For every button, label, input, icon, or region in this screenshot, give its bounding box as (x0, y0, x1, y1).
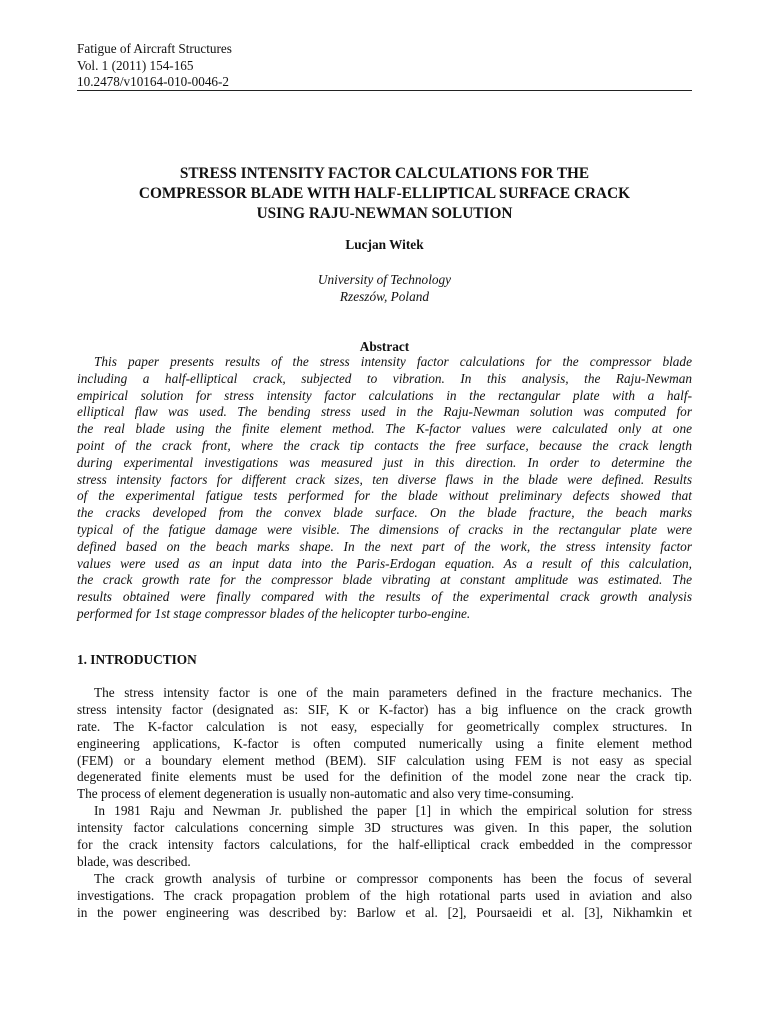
affiliation-location: Rzeszów, Poland (339, 289, 430, 304)
abstract-text (77, 354, 692, 623)
paper-title (77, 164, 692, 224)
abstract-line: during experimental investigations was measured just in this direction. In order to determine the (77, 454, 692, 470)
body-line: The process of element degeneration is usually non-automatic and also very time-consuming. (77, 786, 575, 802)
abstract-line: the crack growth rate for the compressor blade vibrating at constant amplitude was estimated. The (77, 572, 692, 588)
body-line: The crack growth analysis of turbine or compressor components has been the focus of several (94, 870, 692, 886)
abstract-line: empirical solution for stress intensity factor calculations in the rectangular plate with a half- (77, 387, 692, 403)
abstract-line: point of the crack front, where the crack tip contacts the free surface, because the crack length (77, 437, 692, 453)
journal-volume: Vol. 1 (2011) 154-165 (77, 57, 194, 73)
author-name: Lucjan Witek (345, 237, 424, 252)
affiliation (77, 271, 692, 305)
body-line: rate. The K-factor calculation is not easy, especially for geometrically complex structures. In (77, 718, 692, 734)
abstract-line: results obtained were finally compared with the results of the experimental crack growth analysis (77, 589, 692, 605)
abstract-line: defined based on the beach marks shape. In the next part of the work, the stress intensity factor (77, 538, 692, 554)
abstract-line: of the experimental fatigue tests performed for the blade without preliminary defects showed that (77, 488, 692, 504)
body-line: blade, was described. (77, 853, 191, 869)
abstract-line: This paper presents results of the stress intensity factor calculations for the compressor blade (94, 354, 692, 369)
abstract-line: performed for 1st stage compressor blades of the helicopter turbo-engine. (77, 605, 471, 621)
abstract-line: elliptical flaw was used. The bending stress used in the Raju-Newman solution was computed for (77, 404, 692, 420)
body-line: (FEM) or a boundary element method (BEM). SIF calculation using FEM is not easy as special (77, 752, 692, 768)
abstract-line: the real blade using the finite element method. The K-factor values were calculated only at one (77, 421, 692, 437)
body-line: for the crack intensity factors calculations, for the half-elliptical crack embedded in the compressor (77, 837, 692, 853)
abstract-line: stress intensity factors for different crack sizes, ten diverse flaws in the blade were defined. Results (77, 471, 692, 487)
body-line: investigations. The crack propagation problem of the high rotational parts used in aviation and also (77, 887, 692, 903)
body-line: degenerated finite elements must be used for the definition of the model zone near the crack tip. (77, 769, 692, 785)
body-line: The stress intensity factor is one of the main parameters defined in the fracture mechanics. The (94, 685, 692, 700)
doi: 10.2478/v10164-010-0046-2 (77, 74, 230, 89)
title-line: COMPRESSOR BLADE WITH HALF-ELLIPTICAL SURFACE CRACK (138, 185, 631, 202)
abstract-heading: Abstract (359, 339, 410, 354)
introduction-text (77, 685, 692, 921)
body-line: in the power engineering was described by: Barlow et al. [2], Poursaeidi et al. [3], Nikhamkin et (77, 904, 692, 920)
abstract-line: including a half-elliptical crack, subjected to vibration. In this analysis, the Raju-Newman (77, 370, 692, 386)
body-line: stress intensity factor (designated as: SIF, K or K-factor) has a big influence on the crack growth (77, 701, 692, 717)
body-line: In 1981 Raju and Newman Jr. published the paper [1] in which the empirical solution for stress (94, 803, 692, 819)
title-line: STRESS INTENSITY FACTOR CALCULATIONS FOR THE (179, 165, 590, 182)
header-divider (77, 90, 692, 91)
body-line: intensity factor calculations concerning simple 3D structures was given. In this paper, the solution (77, 820, 692, 836)
section-heading-introduction: 1. INTRODUCTION (77, 652, 197, 667)
abstract-line: typical of the fatigue damage were visible. The dimensions of cracks in the rectangular plate were (77, 521, 692, 537)
title-line: USING RAJU-NEWMAN SOLUTION (256, 205, 513, 222)
journal-name: Fatigue of Aircraft Structures (77, 41, 232, 56)
journal-header (77, 41, 692, 91)
body-line: engineering applications, K-factor is often computed numerically using a finite element method (77, 735, 692, 751)
affiliation-institution: University of Technology (317, 272, 452, 287)
abstract-line: values were used as an input data into the Paris-Erdogan equation. As a result of this calculation, (77, 555, 692, 571)
abstract-line: the cracks developed from the convex blade surface. On the blade fracture, the beach marks (77, 505, 692, 521)
